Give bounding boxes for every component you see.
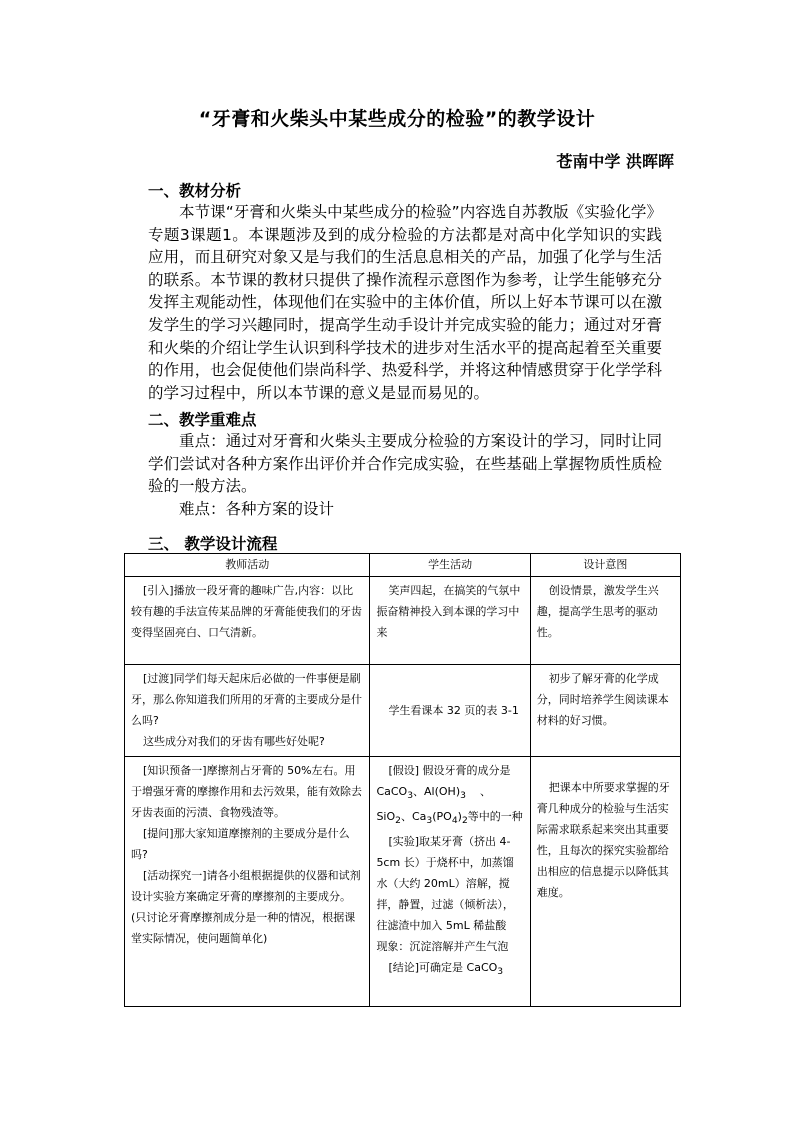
teaching-flow-table xyxy=(124,553,681,1007)
row3-intent: 把课本中所要求掌握的牙膏几种成分的检验与生活实际需求联系起来突出其重要性，且每次的探究实验都给出相应的信息提示以降低其难度。 xyxy=(530,757,680,1007)
table-header-row xyxy=(125,554,681,577)
table-row xyxy=(125,665,681,757)
difficult-point-paragraph: 难点：各种方案的设计 xyxy=(179,499,335,518)
row2-intent: 初步了解牙膏的化学成分，同时培养学生阅读课本材料的好习惯。 xyxy=(530,665,680,757)
row1-teacher: [引入]播放一段牙膏的趣味广告,内容：以比较有趣的手法宣传某品牌的牙膏能使我们的牙齿变得坚固亮白、口气清新。 xyxy=(125,577,370,665)
row3-teacher: [知识预备一]摩擦剂占牙膏的 50%左右。用于增强牙膏的摩擦作用和去污效果，能有效除去牙齿表面的污渍、食物残渣等。 [提问]那大家知道摩擦剂的主要成分是什么吗? [活动探究一]请各小组根据提供的仪器和试剂设计实验方案确定牙膏的摩擦剂的主要成分。(只讨论牙膏摩擦剂成分是一种的情况，根据课堂实际情况，使问题简单化) xyxy=(125,757,370,1007)
section-heading-3: 三、 教学设计流程 xyxy=(148,535,278,553)
section-heading-1: 一、教材分析 xyxy=(148,182,242,200)
header-intent: 设计意图 xyxy=(530,554,680,577)
observation-text: 现象：沉淀溶解并产生气泡 xyxy=(376,940,509,954)
section-1-paragraph: 本节课“牙膏和火柴头中某些成分的检验”内容选自苏教版《实验化学》专题3课题1。本课题涉及到的成分检验的方法都是对高中化学知识的实践应用，而且研究对象又是与我们的生活息息相关的产品，加强了化学与生活的联系。本节课的教材只提供了操作流程示意图作为参考，让学生能够充分发挥主观能动性，体现他们在实验中的主体价值，所以上好本节课可以在激发学生的学习兴趣同时，提高学生动手设计并完成实验的能力；通过对牙膏和火柴的介绍让学生认识到科学技术的进步对生活水平的提高起着至关重要的作用，也会促使他们崇尚科学、热爱科学，并将这种情感贯穿于化学学科的学习过程中，所以本节课的意义是显而易见的。 xyxy=(148,203,662,402)
table-row xyxy=(125,757,681,1007)
row3-student xyxy=(370,757,530,1007)
document-title: “牙膏和火柴头中某些成分的检验”的教学设计 xyxy=(198,108,596,130)
author-line: 苍南中学 洪晖晖 xyxy=(556,152,674,171)
hypothesis-line: [假设] 假设牙膏的成分是 xyxy=(388,764,511,777)
key-point-paragraph: 重点：通过对牙膏和火柴头主要成分检验的方案设计的学习，同时让同学们尝试对各种方案作出评价并合作完成实验，在些基础上掌握物质性质检验的一般方法。 xyxy=(148,432,662,496)
row2-student: 学生看课本 32 页的表 3-1 xyxy=(370,665,530,757)
experiment-text: [实验]取某牙膏（挤出 4-5cm 长）于烧杯中，加蒸馏水（大约 20mL）溶解，搅拌，静置，过滤（倾析法），往滤渣中加入 5mL 稀盐酸 xyxy=(376,835,514,933)
row2-teacher: [过渡]同学们每天起床后必做的一件事便是刷牙，那么你知道我们所用的牙膏的主要成分是什么吗? 这些成分对我们的牙齿有哪些好处呢? xyxy=(125,665,370,757)
conclusion-text: [结论]可确定是 CaCO$_3$ xyxy=(388,961,504,978)
row1-student: 笑声四起，在搞笑的气氛中振奋精神投入到本课的学习中来 xyxy=(370,577,530,665)
section-2-body xyxy=(148,430,662,520)
section-1-body xyxy=(148,201,662,404)
header-teacher: 教师活动 xyxy=(125,554,370,577)
hypothesis-formulas: CaCO$_3$、$Al(OH)_3$ 、SiO$_2$、$Ca_3(PO_4)_2$等中的一种 xyxy=(376,785,523,827)
section-heading-2: 二、教学重难点 xyxy=(148,411,257,429)
header-student: 学生活动 xyxy=(370,554,530,577)
table-row xyxy=(125,577,681,665)
row1-intent: 创设情景，激发学生兴趣，提高学生思考的驱动性。 xyxy=(530,577,680,665)
